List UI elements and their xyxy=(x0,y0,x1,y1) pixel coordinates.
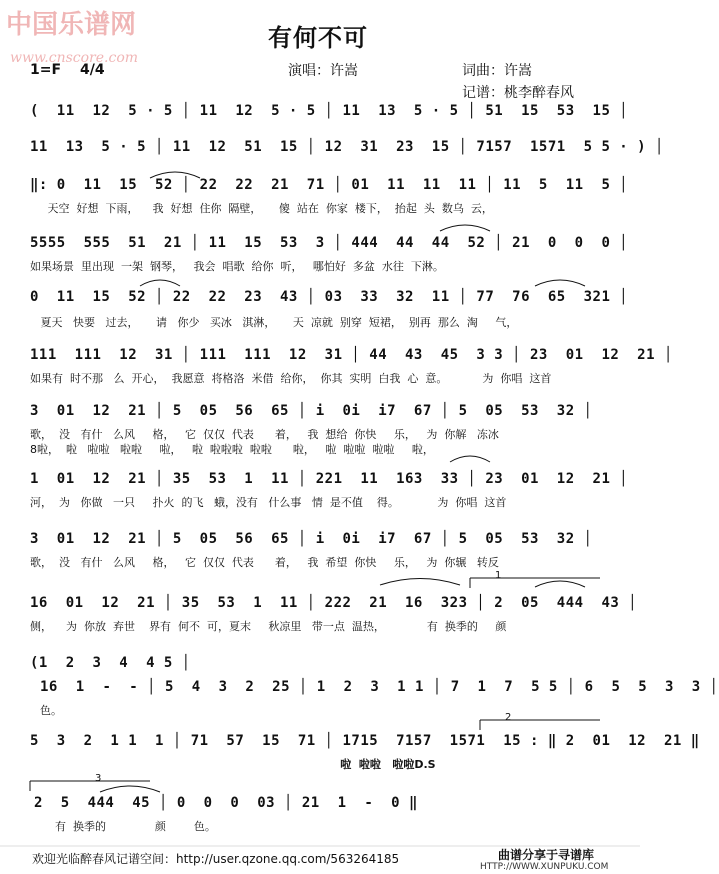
score-row-10: 16 01 12 21 │ 35 53 1 11 │ 222 21 16 323 │ 2 05 444 43 │ xyxy=(30,595,638,611)
volta-2-label: 2 xyxy=(505,712,512,723)
key-signature: 1=F xyxy=(30,62,62,78)
score-row-13: 2 5 444 45 │ 0 0 0 03 │ 21 1 - 0 ‖ xyxy=(34,795,418,811)
score-row-12: 5 3 2 1 1 1 │ 71 57 15 71 │ 1715 7157 1571 15 : ‖ 2 01 12 21 ‖ xyxy=(30,733,700,749)
lyric-row-8: 河， 为 你做 一只 扑火 的飞 蛾，没有 什么事 情 是不值 得。 为 你唱 这首 xyxy=(30,496,507,509)
score-row-4: 5555 555 51 21 │ 11 15 53 3 │ 444 44 44 52 │ 21 0 0 0 │ xyxy=(30,235,629,251)
lyric-row-10: 侧， 为 你放 弃世 界有 何不 可，夏末 秋凉里 带一点 温热， 有 换季的 颜 xyxy=(30,620,507,633)
lyric-row-9: 歌， 没 有什 么风 格， 它 仅仅 代表 着， 我 希望 你快 乐， 为 你辗 转反 xyxy=(30,556,499,569)
footer-share-url: HTTP://WWW.XUNPUKU.COM xyxy=(480,862,609,872)
song-title: 有何不可 xyxy=(268,23,368,52)
footer-welcome: 欢迎光临醉春风记谱空间：http://user.qzone.qq.com/563264185 xyxy=(32,852,400,866)
writer: 词曲：许嵩 xyxy=(462,63,532,79)
watermark-site-name: 中国乐谱网 xyxy=(6,10,137,40)
lyric-row-7: 歌， 没 有什 么风 格， 它 仅仅 代表 着， 我 想给 你快 乐， 为 你解 冻冰 xyxy=(30,428,499,441)
time-signature: 4/4 xyxy=(80,62,105,78)
lyric-row-7-second: 8啦， 啦 啦啦 啦啦 啦， 啦 啦啦啦 啦啦 啦， 啦 啦啦 啦啦 啦， xyxy=(30,443,434,456)
score-row-9: 3 01 12 21 │ 5 05 56 65 │ i 0i i7 67 │ 5 05 53 32 │ xyxy=(30,531,593,547)
singer: 演唱：许嵩 xyxy=(288,63,358,79)
score-row-11: 16 1 - - │ 5 4 3 2 25 │ 1 2 3 1 1 │ 7 1 7 5 5 │ 6 5 5 3 3 │ xyxy=(40,679,719,695)
score-row-5: 0 11 15 52 │ 22 22 23 43 │ 03 33 32 11 │ 77 76 65 321 │ xyxy=(30,289,629,305)
volta-3-label: 3 xyxy=(95,773,102,784)
lyric-row-3: 天空 好想 下雨， 我 好想 住你 隔壁， 傻 站在 你家 楼下， 抬起 头 数乌 云， xyxy=(30,202,493,215)
score-row-1: ( 11 12 5 · 5 │ 11 12 5 · 5 │ 11 13 5 · 5 │ 51 15 53 15 │ xyxy=(30,103,629,119)
footer-share: 曲谱分享于寻谱库 xyxy=(498,848,595,862)
lyric-row-6: 如果有 时不那 么 开心， 我愿意 将格洛 米借 给你， 你其 实明 白我 心 意。 为 你唱 这首 xyxy=(30,372,552,385)
lyric-row-12: 啦 啦啦 啦啦D.S xyxy=(30,758,436,771)
lyric-row-5: 夏天 快要 过去， 请 你少 买冰 淇淋， 天 凉就 别穿 短裙， 别再 那么 淘 气， xyxy=(30,316,518,329)
score-row-2: 11 13 5 · 5 │ 11 12 51 15 │ 12 31 23 15 │ 7157 1571 5 5 · ) │ xyxy=(30,139,664,155)
transcriber: 记谱：桃李醉春风 xyxy=(462,85,574,101)
lyric-row-13: 有 换季的 颜 色。 xyxy=(34,820,216,833)
lyric-row-4: 如果场景 里出现 一架 钢琴， 我会 唱歌 给你 听， 哪怕好 多盆 水往 下淋。 xyxy=(30,260,444,273)
volta-1-label: 1 xyxy=(495,570,502,581)
score-row-3: ‖: 0 11 15 52 │ 22 22 21 71 │ 01 11 11 11 │ 11 5 11 5 │ xyxy=(30,177,629,193)
score-row-8: 1 01 12 21 │ 35 53 1 11 │ 221 11 163 33 │ 23 01 12 21 │ xyxy=(30,471,629,487)
score-row-11-upper: (1 2 3 4 4 5 │ xyxy=(30,655,191,671)
score-row-6: 111 111 12 31 │ 111 111 12 31 │ 44 43 45 3 3 │ 23 01 12 21 │ xyxy=(30,347,673,363)
score-row-7: 3 01 12 21 │ 5 05 56 65 │ i 0i i7 67 │ 5 05 53 32 │ xyxy=(30,403,593,419)
lyric-row-11: 色。 xyxy=(40,704,62,717)
watermark-url: www.cnscore.com xyxy=(10,50,139,66)
